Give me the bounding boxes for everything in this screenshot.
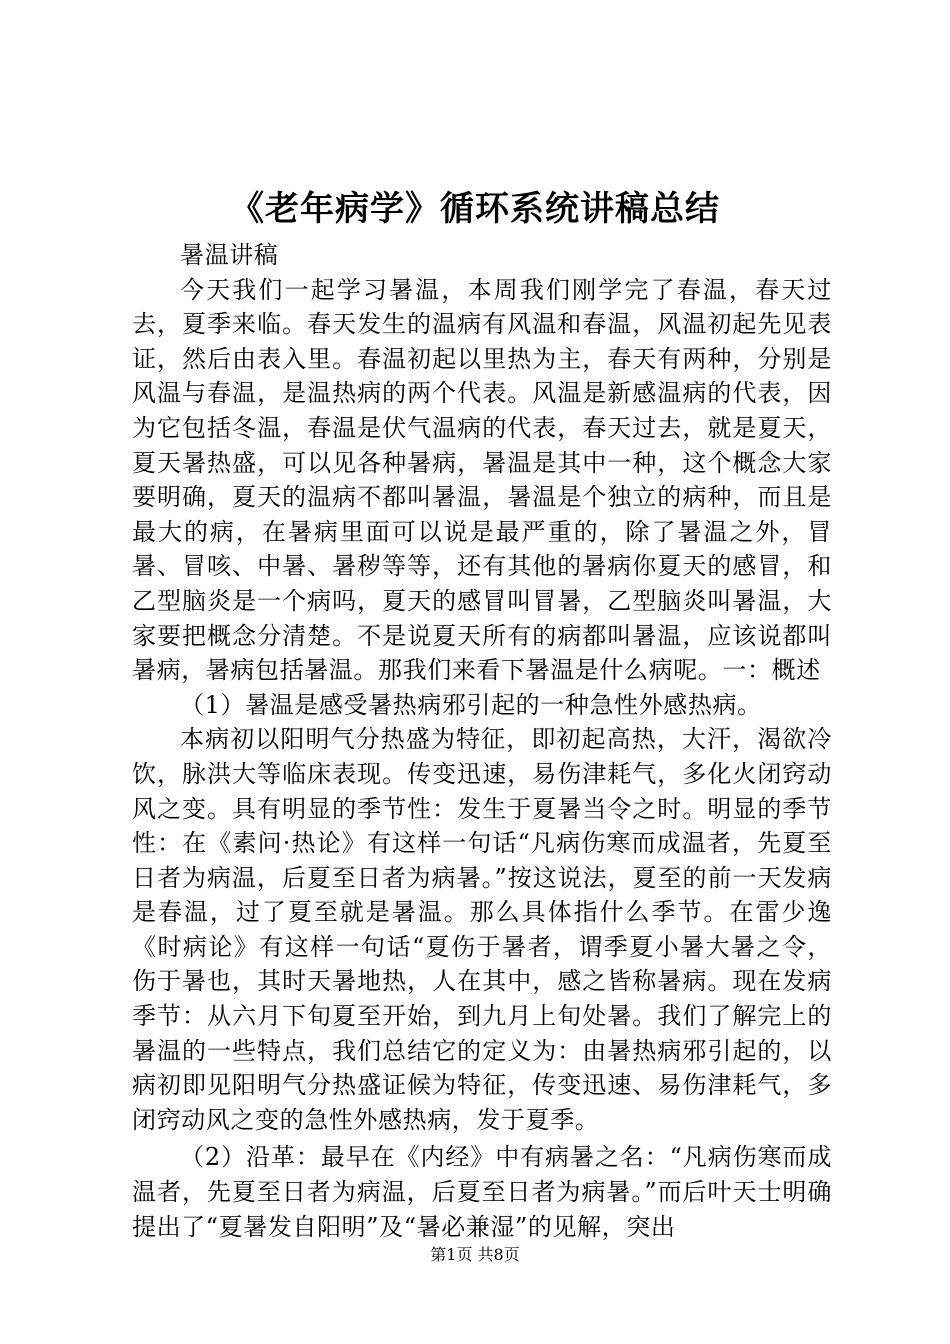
paragraph: 本病初以阳明气分热盛为特征，即初起高热，大汗，渴欲冷饮，脉洪大等临床表现。传变迅速，易伤津耗气，多化火闭窍动风之变。具有明显的季节性：发生于夏暑当令之时。明显的季节性：在《素问·热论》有这样一句话“凡病伤寒而成温者，先夏至日者为病温，后夏至日者为病暑。”按这说法，夏至的前一天发病是春温，过了夏至就是暑温。那么具体指什么季节。在雷少逸《时病论》有这样一句话“夏伤于暑者，谓季夏小暑大暑之令，伤于暑也，其时天暑地热，人在其中，感之皆称暑病。现在发病季节：从六月下旬夏至开始，到九月上旬处暑。我们了解完上的暑温的一些特点，我们总结它的定义为：由暑热病邪引起的，以病初即见阳明气分热盛证候为特征，传变迅速、易伤津耗气，多闭窍动风之变的急性外感热病，发于夏季。 — [132, 725, 832, 1134]
document-title: 《老年病学》循环系统讲稿总结 — [230, 189, 720, 229]
paragraph: （1）暑温是感受暑热病邪引起的一种急性外感热病。 — [180, 690, 762, 719]
paragraph: （2）沿革：最早在《内经》中有病暑之名：“凡病伤寒而成温者，先夏至日者为病温，后夏至日者为病暑。”而后叶天士明确提出了“夏暑发自阳明”及“暑必兼湿”的见解，突出 — [132, 1143, 832, 1241]
paragraph: 今天我们一起学习暑温，本周我们刚学完了春温，春天过去，夏季来临。春天发生的温病有风温和春温，风温初起先见表证，然后由表入里。春温初起以里热为主，春天有两种，分别是风温与春温，是温热病的两个代表。风温是新感温病的代表，因为它包括冬温，春温是伏气温病的代表，春天过去，就是夏天，夏天暑热盛，可以见各种暑病，暑温是其中一种，这个概念大家要明确，夏天的温病不都叫暑温，暑温是个独立的病种，而且是最大的病，在暑病里面可以说是最严重的，除了暑温之外，冒暑、冒咳、中暑、暑秽等等，还有其他的暑病你夏天的感冒，和乙型脑炎是一个病吗，夏天的感冒叫冒暑，乙型脑炎叫暑温，大家要把概念分清楚。不是说夏天所有的病都叫暑温，应该说都叫暑病，暑病包括暑温。那我们来看下暑温是什么病呢。一：概述 — [132, 275, 832, 685]
document-body — [132, 238, 832, 1244]
page-number-footer: 第1页 共8页 — [430, 1245, 520, 1264]
section-heading: 暑温讲稿 — [180, 241, 279, 269]
